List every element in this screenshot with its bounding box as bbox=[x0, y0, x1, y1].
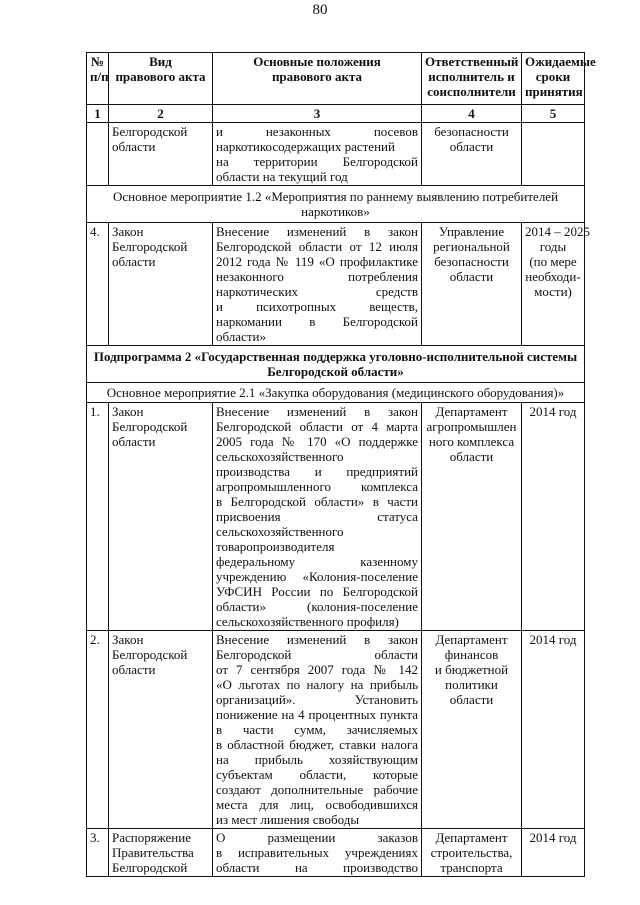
section-row-measure-2-1 bbox=[87, 383, 585, 403]
row-term: 2014 год bbox=[522, 631, 585, 829]
row-responsible: Управление региональной безопасности области bbox=[422, 223, 522, 346]
measure-1-2-title: Основное мероприятие 1.2 «Мероприятия по раннему выявлению потребителей наркотиков» bbox=[87, 186, 585, 223]
row-act-type: Распоряжение Правительства Белгородской bbox=[109, 829, 213, 877]
table-header-row bbox=[87, 53, 585, 105]
row-responsible: Департамент строительства, транспорта bbox=[422, 829, 522, 877]
table-row bbox=[87, 631, 585, 829]
row-term: 2014 год bbox=[522, 403, 585, 631]
row-responsible: Департамент финансов и бюджетной политики области bbox=[422, 631, 522, 829]
section-row-subprogram-2 bbox=[87, 346, 585, 383]
header-act-type: Вид правового акта bbox=[109, 53, 213, 105]
header-responsible: Ответственный исполнитель и соисполнители bbox=[422, 53, 522, 105]
row-act-content: Внесение изменений в закон Белгородской области от 7 сентября 2007 года № 142 «О льготах по налогу на прибыль организаций». Установить понижение на 4 процентных пункта в части сумм, зачисляемых в областной бюджет, ставки налога на прибыль хозяйствующим субъектам области, которые создают дополнительные рабочие места для лиц, освободившихся из мест лишения свободы bbox=[213, 631, 422, 829]
row-number: 1. bbox=[87, 403, 109, 631]
legal-acts-table bbox=[86, 52, 596, 877]
row-responsible: Департамент агропромышлен ного комплекса области bbox=[422, 403, 522, 631]
column-numbers-row bbox=[87, 105, 585, 123]
header-term: Ожидаемые сроки принятия bbox=[522, 53, 585, 105]
row-number: 2. bbox=[87, 631, 109, 829]
row-act-content: Внесение изменений в закон Белгородской области от 4 марта 2005 года № 170 «О поддержке сельскохозяйственного производства и предприятий агропромышленного комплекса в Белгородской области» в части присвоения статуса сельскохозяйственного товаропроизводителя федеральному казенному учреждению «Колония-поселение УФСИН России по Белгородской области» (колония-поселение сельскохозяйственного профиля) bbox=[213, 403, 422, 631]
row-term bbox=[522, 123, 585, 186]
measure-2-1-title: Основное мероприятие 2.1 «Закупка оборудования (медицинского оборудования)» bbox=[87, 383, 585, 403]
row-act-type: Закон Белгородской области bbox=[109, 223, 213, 346]
header-act-content: Основные положения правового акта bbox=[213, 53, 422, 105]
row-term: 2014 – 2025 годы (по мере необходи- мости) bbox=[522, 223, 585, 346]
header-number: № п/п bbox=[87, 53, 109, 105]
table-row bbox=[87, 403, 585, 631]
column-number: 2 bbox=[109, 105, 213, 123]
table-row bbox=[87, 223, 585, 346]
column-number: 1 bbox=[87, 105, 109, 123]
row-number: 4. bbox=[87, 223, 109, 346]
row-number: 3. bbox=[87, 829, 109, 877]
row-act-type: Белгородской области bbox=[109, 123, 213, 186]
table-row bbox=[87, 829, 585, 877]
page-number: 80 bbox=[312, 2, 328, 18]
table-row bbox=[87, 123, 585, 186]
row-term: 2014 год bbox=[522, 829, 585, 877]
row-act-content: Внесение изменений в закон Белгородской области от 12 июля 2012 года № 119 «О профилактике незаконного потребления наркотических средств и психотропных веществ, наркомании в Белгородской области» bbox=[213, 223, 422, 346]
subprogram-2-title: Подпрограмма 2 «Государственная поддержка уголовно-исполнительной системы Белгородской области» bbox=[87, 346, 585, 383]
row-act-content: О размещении заказов в исправительных учреждениях области на производство bbox=[213, 829, 422, 877]
column-number: 4 bbox=[422, 105, 522, 123]
row-act-content: и незаконных посевов наркотикосодержащих растений на территории Белгородской области на текущий год bbox=[213, 123, 422, 186]
section-row-measure-1-2 bbox=[87, 186, 585, 223]
row-responsible: безопасности области bbox=[422, 123, 522, 186]
column-number: 5 bbox=[522, 105, 585, 123]
row-act-type: Закон Белгородской области bbox=[109, 631, 213, 829]
row-act-type: Закон Белгородской области bbox=[109, 403, 213, 631]
column-number: 3 bbox=[213, 105, 422, 123]
row-number bbox=[87, 123, 109, 186]
